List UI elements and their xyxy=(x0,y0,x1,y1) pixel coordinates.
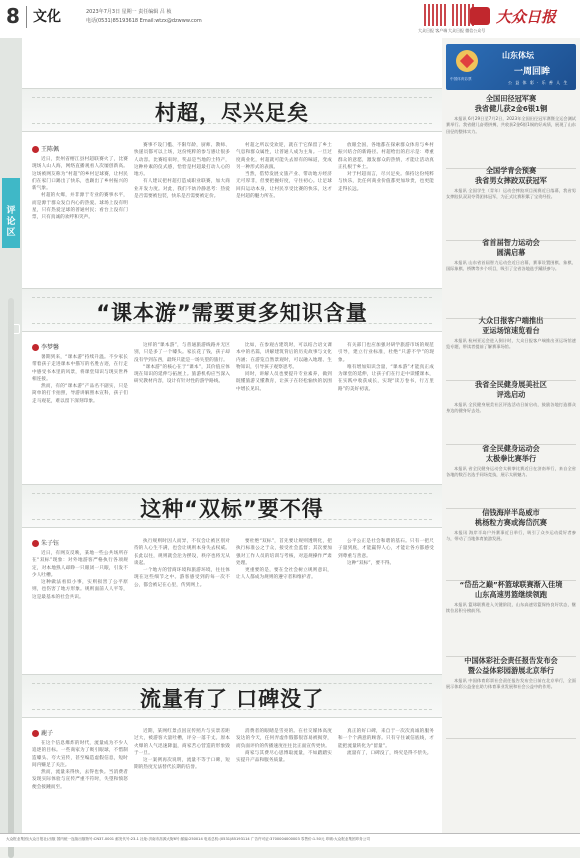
paragraph: 要杜绝“双标”，首先要让规则透明化，把执行标准公之于众，接受社会监督；其次要加强对工作人员的培训与考核，对违规操作严肃处理。 xyxy=(236,539,332,566)
footer-imprint: 大众报业集团(大众日报社)出版 国内统一连续出版物号:CN37-0001 邮发代号:23-1 社址:济南市泺源大街6号 邮编:250014 电话总机:(0531)85193114 广告许可证:3700004000003 零售价:1.50元 印刷:大众报业集团印务公司 xyxy=(6,837,370,841)
paragraph: 暑期到来，“课本游”持续升温。不少家长带着孩子走进课本中描写的名胜古迹，在行走中感受书本里的风景，将课堂知识与现实世界相连接。 xyxy=(32,355,128,382)
sidebar-story xyxy=(446,116,576,166)
sidebar-divider xyxy=(446,738,576,739)
paragraph: 同时，讲解人员也要提升专业素养，做到既懂旅游又懂教育，让孩子在轻松愉快的氛围中增长见识。 xyxy=(236,372,332,392)
article-author xyxy=(32,538,74,547)
sidebar-story xyxy=(446,338,576,378)
sidebar-headline[interactable]: 省首届智力运动会 圆满启幕 xyxy=(482,238,540,257)
page-header xyxy=(0,0,580,39)
article-column xyxy=(236,538,332,678)
article-column xyxy=(236,728,332,830)
article-title[interactable]: 村超，尽兴足矣 xyxy=(155,101,309,125)
sidebar-story xyxy=(446,402,576,442)
sidebar-story xyxy=(446,602,576,654)
paragraph: 然而，有的“课本游”产品名不副实，只是简单的打卡拍照，导游讲解照本宣科，孩子们走马观花，难以留下深刻印象。 xyxy=(32,384,128,404)
article-title[interactable]: “课本游”需要更多知识含量 xyxy=(96,301,368,325)
paragraph: 这一案例再次说明，流量不等于口碑，短期的热度无法替代长期的信誉。 xyxy=(134,758,230,771)
paragraph: 比如，在参观古建筑时，可以结合语文课本中的名篇，讲解建筑背后的历史故事与文化内涵；在游览自然景观时，可以融入地理、生物知识，引导孩子观察思考。 xyxy=(236,343,332,370)
sidebar-headline[interactable]: 全国田径冠军赛 我省健儿获2金6银1铜 xyxy=(474,94,548,113)
sidebar-headline[interactable]: 信钱海岸半岛威市 桃杨粒方赛或海岱沉赛 xyxy=(475,508,547,527)
paragraph: 本报讯 篮球联赛进入关键阶段，山东高速男篮保持良好状态，继续位居积分榜前列。 xyxy=(446,602,576,614)
paragraph: 这样的“课本游”，与普通旅游线路并无区别，只是多了一个噱头。家长花了钱，孩子却没有学到东西，最终只能是一场失望的旅行。 xyxy=(134,343,230,363)
paragraph: 执行规则时因人而异，不仅会让被区别对待的人心生不满，也会让规则本身失去权威。长此以往，规则就会沦为摆设，秩序也将无从谈起。 xyxy=(134,539,230,566)
banner-sponsor: 中国体育彩票 xyxy=(450,77,472,81)
article-author xyxy=(32,728,74,737)
paragraph: 消费者的眼睛是雪亮的。在社交媒体高度发达的今天，任何弄虚作假都很容易被揭穿，而负面评价的传播速度往往比正面宣传更快。 xyxy=(236,729,332,749)
article-column xyxy=(134,342,230,484)
paragraph: 本报讯 海岸半岛户外赛事近日举行，吸引了众多运动爱好者参与，带动了当地体育旅游发展。 xyxy=(446,530,576,542)
author-icon xyxy=(32,730,39,737)
banner-title-1: 山东体坛 xyxy=(502,51,534,60)
paragraph: 放眼全国，各地都在探索群众体育与乡村振兴结合的新路径。村超给出的启示是：尊重群众的意愿，激发群众的热情，才能让活动真正扎根于乡土。 xyxy=(338,143,434,170)
left-rail xyxy=(0,38,22,833)
paragraph: 本报讯 中国体育彩票社会责任报告发布会日前在北京举行，全面展示体彩公益金在助力体育事业发展和社会公益中的作用。 xyxy=(446,678,576,690)
author-icon xyxy=(32,540,39,547)
article-column xyxy=(236,142,332,284)
newspaper-emblem-icon xyxy=(470,7,490,25)
header-divider xyxy=(26,6,27,28)
paragraph: 村超之所以受欢迎，就在于它保留了乡土气息和群众属性，让普通人成为主角。一旦过度商业化，村超就可能失去原有的味道，变成另一种形式的表演。 xyxy=(236,143,332,170)
article-author xyxy=(32,342,74,351)
paragraph: “课本游”的核心在于“课本”，其价值应体现在知识的延伸与拓展上。旅游机构应当深入研究教材内容，设计有针对性的游学路线。 xyxy=(134,364,230,385)
paragraph: 本报讯 全国学生（青年）运动会摔跤项目预赛近日落幕，我省男女摔跤队双双夺得团体冠军，为正式比赛积累了宝贵经验。 xyxy=(446,188,576,200)
sidebar-headline[interactable]: 中国体彩社会责任报告发布会 暨公益体彩园游展北京举行 xyxy=(464,656,558,675)
sidebar-headline[interactable]: 我省全民健身展美社区 评选启动 xyxy=(475,380,547,399)
paragraph: 村超的火爆，并非源于专业的赛事水平，而是源于群众发自内心的热爱。球场上没有明星，只有热爱足球的普通村民；看台上没有门票，只有真诚的欢呼和笑声。 xyxy=(32,193,128,221)
paragraph: 本报讯 6月29日至7月2日，2023年全国田径冠军赛暨全运会测试赛举行。我省健儿奋勇拼搏，共收获2金6银1铜的好成绩，展现了山东田径的整体实力。 xyxy=(446,116,576,134)
paragraph: 更重要的是，要在全社会树立规则意识，让人人都成为规则的遵守者和维护者。 xyxy=(236,568,332,581)
article-column xyxy=(338,538,434,678)
paragraph: 本报讯 全民健身展美社区评选活动日前启动，鼓励各地打造群众身边的健身好去处。 xyxy=(446,402,576,414)
article-column xyxy=(32,156,128,284)
sidebar-headline[interactable]: 全国学青会预赛 我省男女摔跤双获冠军 xyxy=(475,166,547,185)
pen-decoration-icon xyxy=(8,298,14,858)
issue-meta: 2023年7月3日 星期一 责任编辑 吕 桢 xyxy=(86,9,172,15)
paragraph: 公平公正是社会和谐的基石。只有一把尺子量到底，才能赢得人心，才能让各方都感受到尊重与善意。 xyxy=(338,539,434,559)
paragraph: 然而，流量来得快，去得也快。当消费者发现实际体验与宣传严重不符时，失望和愤怒便会接踵而至。 xyxy=(32,770,128,790)
newspaper-logo: 大众日报 xyxy=(496,8,557,26)
qr-label-wechat: 大众日报 微信公众号 xyxy=(448,28,486,33)
main-column xyxy=(22,38,442,833)
author-name: 王陈佩 xyxy=(41,146,60,153)
paragraph: 一个地方的营商环境和旅游环境，往往体现在这些细节之中。游客感受到的每一次不公，都会被记在心里，传到网上。 xyxy=(134,568,230,588)
article-author xyxy=(32,144,74,153)
sidebar-story xyxy=(446,678,576,736)
author-name: 鹿子 xyxy=(41,730,54,737)
sports-banner[interactable] xyxy=(446,44,576,90)
qr-code-icon[interactable] xyxy=(424,4,446,26)
article-title[interactable]: 这种“双标”要不得 xyxy=(140,497,324,521)
sidebar-story xyxy=(446,188,576,238)
article-title[interactable]: 流量有了 口碑没了 xyxy=(139,687,325,711)
paragraph: 本报讯 山东省首届智力运动会近日启幕，赛事设置围棋、象棋、国际象棋、桥牌等多个项目，吸引了全省各地选手踊跃参与。 xyxy=(446,260,576,272)
page-number: 8 xyxy=(6,4,20,28)
banner-title-2: 一周回眸 xyxy=(514,67,551,77)
paragraph: 唯有增加知识含量，“课本游”才能真正成为课堂的延伸，让孩子们在行走中读懂课本，在实践中收获成长，实现“读万卷书，行万里路”的美好初衷。 xyxy=(338,364,434,392)
paragraph: 近日，贵州省榕江县村超联赛火了，比赛现场人山人海，网络直播观看人次屡创新高。这场被网友称为“村超”的乡村足球赛，让村民们在家门口踢出了快乐，也踢出了乡村振兴的新气象。 xyxy=(32,157,128,192)
paragraph: 近日，有网友反映，某地一些公共场所存在“双标”现象：对外地游客严格执行各项规定，对本地熟人却睁一只眼闭一只眼，引发不少人吐槽。 xyxy=(32,551,128,578)
contact-meta: 电话(0531)85193618 Email:wtzx@dzwww.com xyxy=(86,18,202,24)
column-tag-label: 评论区 xyxy=(6,206,16,238)
paragraph: 对于村超而言，尽兴足矣。保持这份纯粹与快乐，比任何商业价值都更加珍贵，也更能走得长远。 xyxy=(338,172,434,192)
page-footer xyxy=(0,833,580,847)
article-column xyxy=(32,550,128,678)
paragraph: 本报讯 省全民健身运动会太极拳比赛近日在济南举行，来自全省各地的数百名选手同场竞技，展示太极魅力。 xyxy=(446,466,576,478)
author-name: 李梦馨 xyxy=(41,344,60,351)
author-icon xyxy=(32,344,39,351)
paragraph: 有人建议把村超打造成职业联赛，加大商业开发力度。对此，我们不妨冷静思考：热爱是否需要被包装，快乐是否需要被定价。 xyxy=(134,179,230,200)
paragraph: 赛事不设门槛、不限年龄，厨师、教师、快递员都可以上场，这份纯粹的参与感让很多人动容。比赛结束时，奖品是当地的土特产，这种朴素的仪式感，恰恰是村超最打动人心的地方。 xyxy=(134,143,230,178)
paragraph: 在这个信息爆炸的时代，流量成为不少人追逐的目标。一些商家为了吸引眼球，不惜制造噱头、夸大宣传，甚至编造虚假信息，短时间内赚足了关注。 xyxy=(32,741,128,768)
article-column xyxy=(338,142,434,284)
paragraph: 这种“双标”，要不得。 xyxy=(347,560,395,566)
article-column xyxy=(134,538,230,678)
sidebar-headline[interactable]: 大众日报客户端推出 亚运场馆速览看台 xyxy=(478,316,544,335)
article-column xyxy=(32,354,128,484)
article-column xyxy=(236,342,332,484)
article-column xyxy=(134,142,230,284)
sidebar-story xyxy=(446,466,576,506)
sidebar-headline[interactable]: “岱岳之巅”杯篮球联赛渐入佳境 山东高速男篮继续领跑 xyxy=(459,580,563,599)
paragraph: 商家与其费尽心思博取流量，不如踏踏实实提升产品和服务质量。 xyxy=(236,750,332,764)
article-column xyxy=(134,728,230,830)
sidebar-headline[interactable]: 省全民健身运动会 太极拳比赛举行 xyxy=(482,444,540,463)
paragraph: 这种做法看似小事，实则损害了公平原则，也伤害了地方形象。规则面前人人平等，这是最基本的社会共识。 xyxy=(32,580,128,600)
qr-label-app: 大众日报 客户端 xyxy=(418,28,448,33)
paragraph: 真正的好口碑，来自于一次次真诚的服务和一个个满意的顾客。只有守住诚信底线，才能把流量转化为“留量”。 xyxy=(338,729,434,749)
sidebar-story xyxy=(446,530,576,578)
banner-slogan: 公 益 体 彩 · 乐 善 人 生 xyxy=(508,80,569,85)
paragraph: 有关部门也应加强对研学旅游市场的规范引导，建立行业标准，杜绝“只游不学”的现象。 xyxy=(338,343,434,363)
sidebar-story xyxy=(446,260,576,316)
article-column xyxy=(338,728,434,830)
paragraph: 当然，借势发展文旅产业、带动地方经济无可厚非，但要把握好度，守住初心。让足球回归运动本身，让村民享受比赛的快乐，这才是村超的魅力所在。 xyxy=(236,172,332,200)
author-name: 朱子钰 xyxy=(41,540,60,547)
section-title: 文化 xyxy=(33,9,61,25)
paragraph: 流量有了，口碑没了，终究是得不偿失。 xyxy=(347,750,432,756)
paragraph: 近期，某网红景点因宣传照片与实景差距过大，被游客大量吐槽，评分一落千丈。原本火爆的人气迅速降温，商家苦心营造的形象毁于一旦。 xyxy=(134,729,230,756)
author-icon xyxy=(32,146,39,153)
article-column xyxy=(338,342,434,484)
paragraph: 本报讯 杭州亚运会进入倒计时，大众日报客户端推出亚运场馆速览专题，带读者提前了解赛事场馆。 xyxy=(446,338,576,350)
article-column xyxy=(32,740,128,830)
